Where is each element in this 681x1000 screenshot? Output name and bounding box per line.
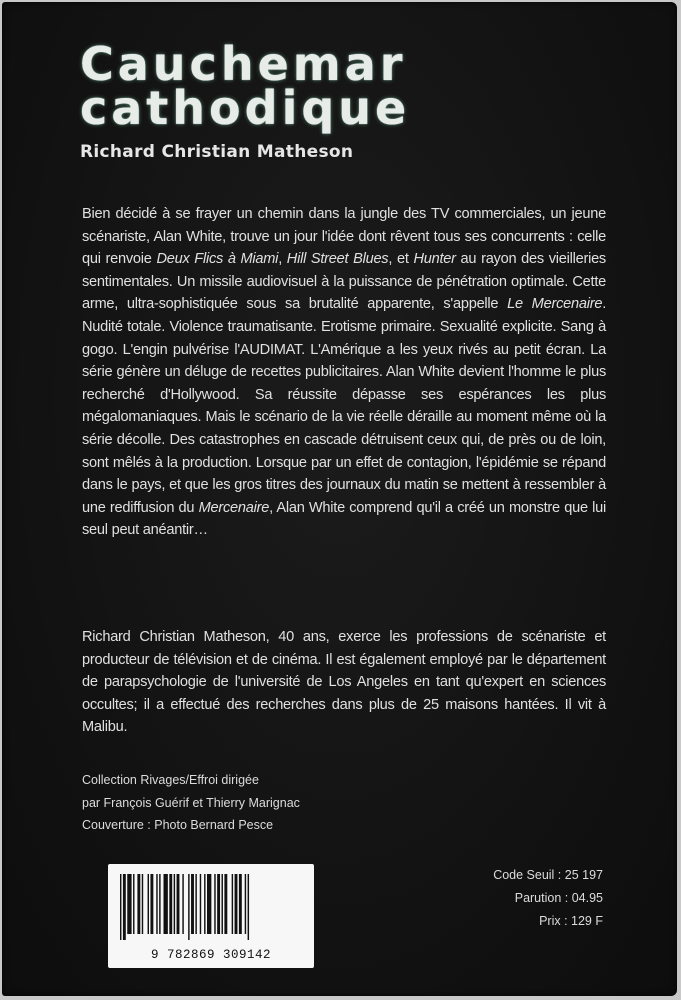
barcode-bar: [188, 874, 189, 940]
author-name: Richard Christian Matheson: [80, 142, 354, 162]
author-bio-paragraph: Richard Christian Matheson, 40 ans, exerce les professions de scénariste et producteur de télévision et de cinéma. Il est également employé par le département de parapsychologie de l'université de Los Angeles en tant qu'expert en sciences occultes; il a effectué des recherches dans plus de 25 maisons hantées. Il vit à Malibu.: [82, 629, 606, 736]
barcode-bar: [133, 874, 134, 934]
barcode-bar: [142, 874, 143, 934]
credits-line: par François Guérif et Thierry Marignac: [82, 795, 300, 810]
text-run: , Alan White comprend qu'il a créé un monstre que lui seul peut anéantir…: [82, 499, 606, 539]
italic-title-run: Hill Street Blues: [286, 251, 389, 268]
barcode-bar: [245, 874, 246, 934]
barcode-number: 9 782869 309142: [150, 948, 272, 962]
barcode-bar: [174, 874, 175, 934]
barcode-bar: [120, 874, 121, 940]
text-run: Bien décidé à se frayer un chemin dans la jungle des TV commerciales, un jeune scénariste, Alan White, trouve un jour l'idée dont rêvent tous ses concurrents : celle qui renvoie: [82, 206, 606, 268]
barcode-bars: [118, 874, 304, 940]
barcode-bar: [232, 874, 233, 934]
text-run: ,: [278, 251, 287, 268]
credits-line: Collection Rivages/Effroi dirigée: [82, 773, 259, 787]
barcode-bar: [235, 874, 238, 934]
text-run: . Nudité totale. Violence traumatisante. Erotisme primaire. Sexualité explicite. Sang à gogo. L'engin pulvérise l'AUDIMAT. L'Amérique a les yeux rivés au petit écran. La série génère un déluge de recettes publicitaires. Alan White devient l'homme le plus recherché d'Hollywood. Sa réussite dépasse ses espérances les plus mégalomaniaques. Mais le scénario de la vie réelle déraille au moment même où la série décolle. Des catastrophes en cascade détruisent ceux qui, de près ou de loin, sont mêlés à la production. Lorsque par un effet de contagion, l'épidémie se répand dans le pays, et que les gros titres des journaux du matin se mettent à ressembler à une rediffusion du: [82, 296, 606, 516]
barcode-bar: [182, 874, 183, 934]
italic-title-run: Le Mercenaire: [507, 296, 603, 313]
barcode-bar: [123, 874, 126, 940]
barcode-bar: [137, 874, 140, 934]
price: Prix : 129 F: [539, 914, 603, 928]
title-line-1: Cauchemar: [80, 37, 407, 91]
barcode-bar: [127, 874, 131, 934]
barcode-bar: [150, 874, 153, 934]
barcode-bar: [200, 874, 201, 934]
barcode-bar: [191, 874, 194, 934]
barcode-bar: [207, 874, 211, 934]
barcode-bar: [195, 874, 196, 934]
barcode-bar: [222, 874, 223, 934]
barcode-bar: [239, 874, 242, 934]
book-title: [80, 37, 411, 135]
collection-credits: [82, 769, 300, 837]
barcode-bar: [148, 874, 149, 934]
italic-title-run: Deux Flics à Miami: [156, 251, 279, 268]
barcode-bar: [164, 874, 168, 934]
title-line-2: cathodique: [80, 81, 411, 135]
isbn-barcode: [108, 864, 314, 968]
italic-title-run: Hunter: [413, 251, 456, 268]
barcode-bar: [159, 874, 160, 934]
barcode-bar: [214, 874, 215, 934]
barcode-bar: [217, 874, 220, 934]
barcode-bar: [224, 874, 227, 934]
text-run: , et: [388, 251, 414, 268]
italic-title-run: Mercenaire: [198, 499, 270, 516]
credits-line: Couverture : Photo Bernard Pesce: [82, 818, 274, 832]
barcode-bar: [204, 874, 205, 934]
book-meta: [493, 864, 603, 933]
text-run: au rayon des vieilleries sentimentales. Un missile audiovisuel à la puissance de pénétration optimale. Cette arme, ultra-sophistiquée sous sa brutalité apparente, s'appelle: [82, 251, 606, 313]
back-cover: [2, 2, 677, 996]
parution-date: Parution : 04.95: [514, 891, 603, 905]
barcode-bar: [169, 874, 172, 934]
synopsis-paragraph: [82, 203, 606, 542]
barcode-bar: [156, 874, 157, 934]
code-seuil: Code Seuil : 25 197: [493, 868, 603, 882]
barcode-bar: [248, 874, 249, 940]
barcode-bar: [177, 874, 180, 934]
